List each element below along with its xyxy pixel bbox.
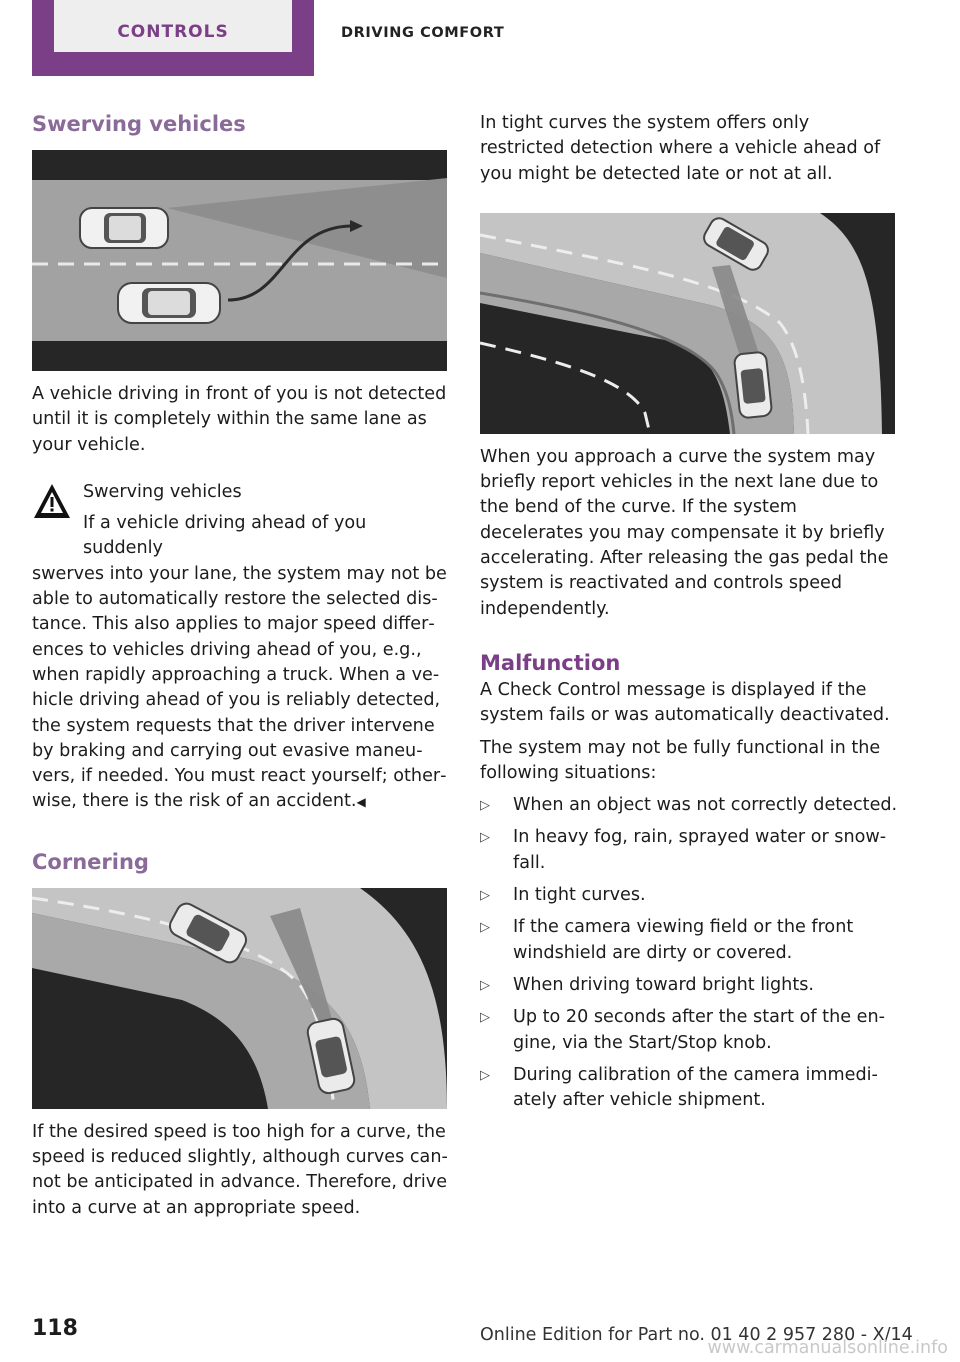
cornering-paragraph: If the desired speed is too high for a curve, the speed is reduced slightly, although curves cannot be anticipated in advance. Therefore, drive into a curve at an appropriate speed.	[32, 1121, 448, 1218]
warning-icon	[32, 482, 72, 520]
bullet-icon: ▷	[480, 920, 490, 936]
warning-text-first-line: If a vehicle driving ahead of you suddenly	[83, 513, 367, 559]
list-item: ▷ Up to 20 seconds after the start of the engine, via the Start/Stop knob.	[480, 1007, 885, 1053]
end-mark-icon: ◀	[356, 795, 366, 810]
list-item: ▷ When driving toward bright lights.	[480, 973, 898, 998]
list-item: ▷ In tight curves.	[480, 883, 898, 908]
heading-swerving-vehicles: Swerving vehicles	[32, 112, 246, 136]
warning-text-body: swerves into your lane, the system may not be able to automatically restore the selected distance. This also applies to major speed differences to vehicles driving ahead of you, e.g., when rapidly approaching a truck. When a vehicle driving ahead of you is reliably detected, the system requests that the driver intervene by braking and carrying out evasive maneuvers, if needed. You must react yourself; otherwise, there is the risk of an accident.	[32, 563, 447, 812]
right-column	[480, 108, 898, 1113]
page-number: 118	[32, 1316, 78, 1341]
bullet-icon: ▷	[480, 888, 490, 904]
bullet-icon: ▷	[480, 830, 490, 846]
edition-footer: Online Edition for Part no. 01 40 2 957 280 - X/14	[480, 1325, 913, 1345]
list-item: ▷ In heavy fog, rain, sprayed water or snowfall.	[480, 827, 887, 873]
check-control-paragraph: A Check Control message is displayed if the system fails or was automatically deactivated.	[480, 679, 890, 726]
own-car-icon	[118, 283, 220, 323]
list-item: ▷ When an object was not correctly detected.	[480, 793, 898, 818]
heading-cornering: Cornering	[32, 849, 149, 874]
warning-block	[32, 480, 450, 816]
own-car-tight-curve-icon	[734, 351, 773, 418]
heading-malfunction: Malfunction	[480, 650, 621, 675]
swerving-paragraph: A vehicle driving in front of you is not detected until it is completely within the same lane as your vehicle.	[32, 384, 447, 455]
swerving-vehicles-illustration	[32, 150, 447, 371]
cornering-illustration	[32, 888, 447, 1109]
bullet-icon: ▷	[480, 798, 490, 814]
car-ahead-icon	[80, 208, 168, 248]
tight-curve-illustration	[480, 213, 895, 434]
not-fully-functional-paragraph: The system may not be fully functional in the following situations:	[480, 737, 881, 783]
watermark: www.carmanualsonline.info	[707, 1338, 948, 1358]
bullet-icon: ▷	[480, 977, 490, 993]
bullet-icon: ▷	[480, 1067, 490, 1083]
tight-curves-paragraph: In tight curves the system offers only restricted detection where a vehicle ahead of you might be detected late or not at all.	[480, 113, 881, 184]
left-column	[32, 108, 450, 1221]
bullet-icon: ▷	[480, 1010, 490, 1026]
warning-title: Swerving vehicles	[83, 481, 242, 502]
chapter-tab	[32, 0, 314, 76]
list-item: ▷ During calibration of the camera immediately after vehicle shipment.	[480, 1064, 878, 1111]
section-title: DRIVING COMFORT	[341, 25, 505, 41]
malfunction-list	[480, 793, 898, 1113]
chapter-tab-label: CONTROLS	[54, 0, 292, 52]
warning-text	[32, 562, 450, 816]
list-item: ▷ If the camera viewing field or the front windshield are dirty or covered.	[480, 917, 854, 963]
approach-curve-paragraph: When you approach a curve the system may briefly report vehicles in the next lane due to the bend of the curve. If the system decelerates you may compensate it by briefly accelerating. After releasing the gas pedal the system is reactivated and controls speed independently.	[480, 446, 889, 619]
